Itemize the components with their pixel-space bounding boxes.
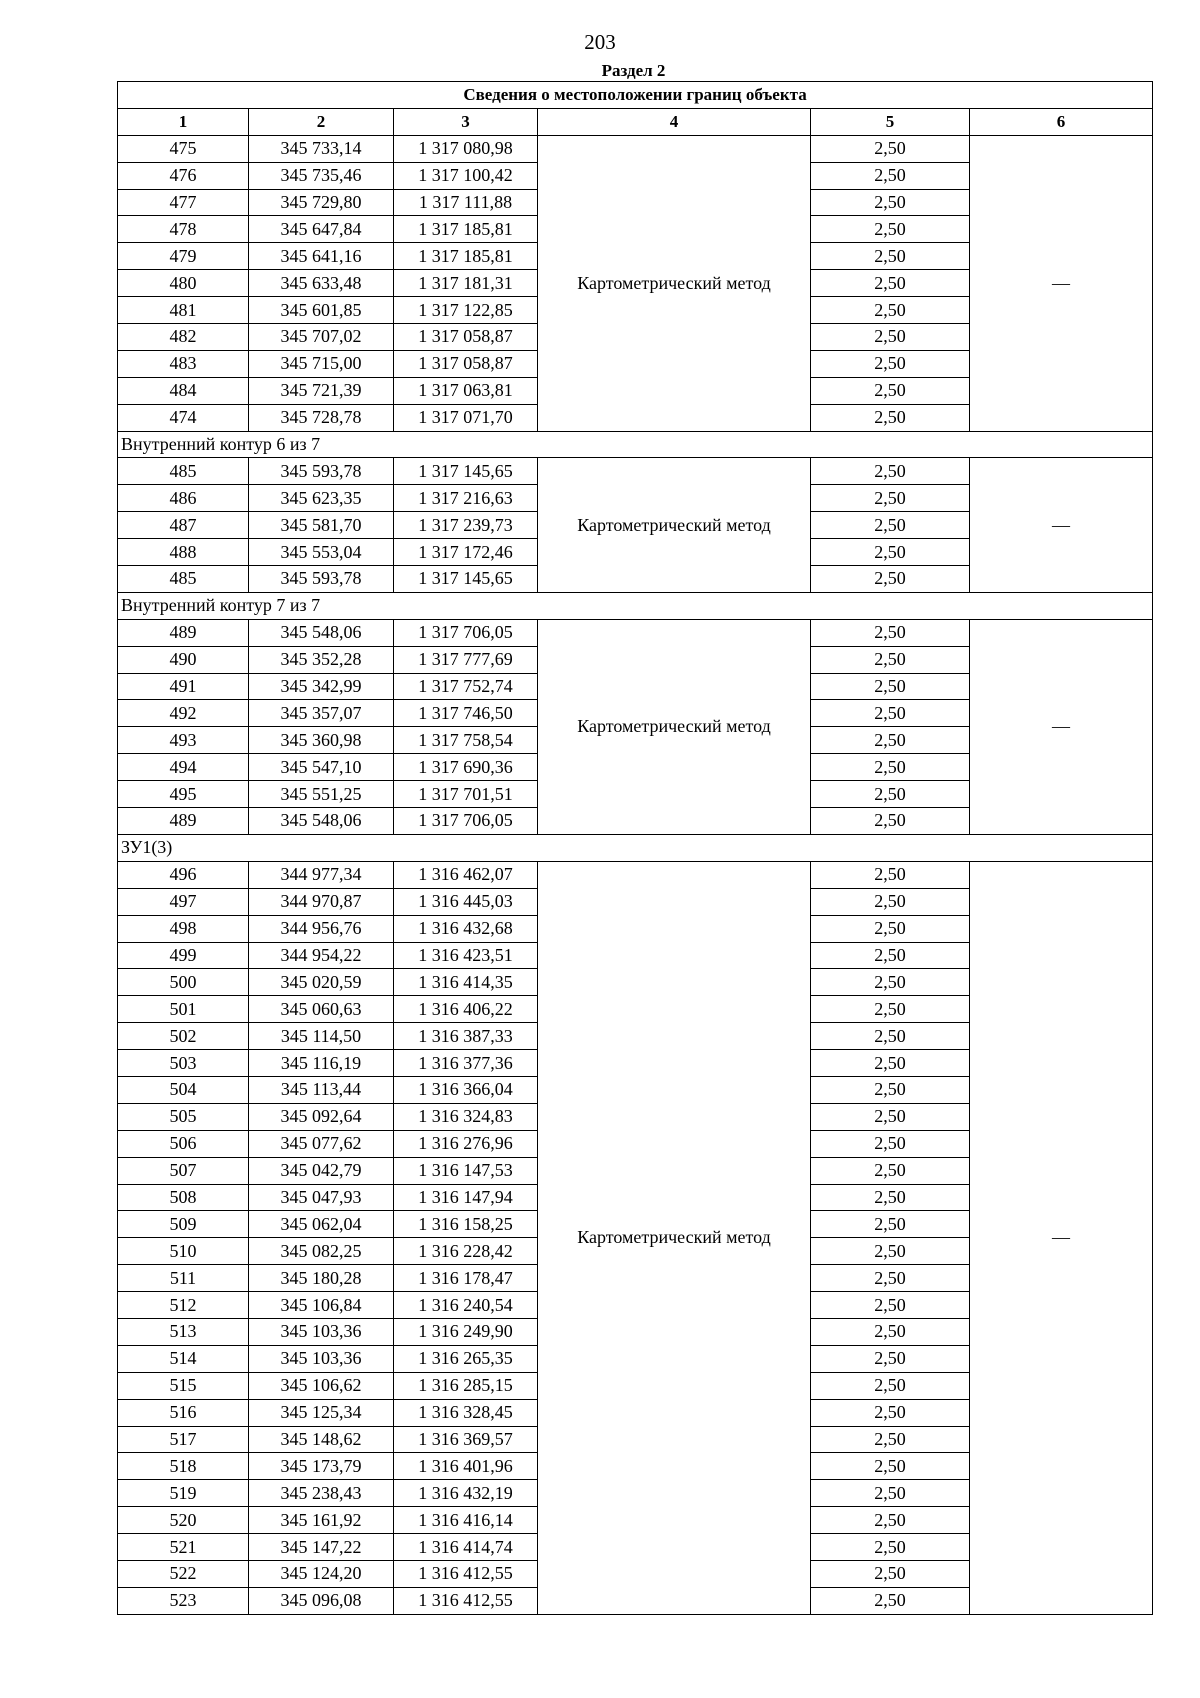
coord-x: 345 060,63 <box>249 996 394 1023</box>
accuracy-value: 2,50 <box>811 1399 970 1426</box>
coord-y: 1 316 324,83 <box>394 1103 538 1130</box>
contour-label: Внутренний контур 7 из 7 <box>118 592 1153 619</box>
accuracy-value: 2,50 <box>811 324 970 351</box>
contour-label-row <box>118 431 1153 458</box>
coord-x: 345 082,25 <box>249 1238 394 1265</box>
accuracy-value: 2,50 <box>811 1587 970 1614</box>
accuracy-value: 2,50 <box>811 888 970 915</box>
point-number: 504 <box>118 1076 249 1103</box>
coord-y: 1 316 445,03 <box>394 888 538 915</box>
coord-y: 1 316 276,96 <box>394 1130 538 1157</box>
point-number: 498 <box>118 915 249 942</box>
coord-y: 1 316 412,55 <box>394 1587 538 1614</box>
point-number: 495 <box>118 781 249 808</box>
point-number: 487 <box>118 512 249 539</box>
accuracy-value: 2,50 <box>811 1507 970 1534</box>
coord-y: 1 316 249,90 <box>394 1318 538 1345</box>
coord-x: 345 553,04 <box>249 539 394 566</box>
point-number: 492 <box>118 700 249 727</box>
coord-y: 1 317 690,36 <box>394 754 538 781</box>
point-number: 502 <box>118 1023 249 1050</box>
accuracy-value: 2,50 <box>811 135 970 162</box>
coord-x: 345 548,06 <box>249 619 394 646</box>
accuracy-value: 2,50 <box>811 1076 970 1103</box>
accuracy-value: 2,50 <box>811 646 970 673</box>
point-number: 483 <box>118 350 249 377</box>
coord-y: 1 316 412,55 <box>394 1560 538 1587</box>
coord-y: 1 316 369,57 <box>394 1426 538 1453</box>
coord-x: 344 977,34 <box>249 861 394 888</box>
coord-x: 345 113,44 <box>249 1076 394 1103</box>
point-number: 503 <box>118 1050 249 1077</box>
point-number: 509 <box>118 1211 249 1238</box>
accuracy-value: 2,50 <box>811 1211 970 1238</box>
coord-y: 1 317 185,81 <box>394 243 538 270</box>
column6-cell: — <box>970 135 1153 431</box>
accuracy-value: 2,50 <box>811 1372 970 1399</box>
coord-x: 345 729,80 <box>249 189 394 216</box>
point-number: 510 <box>118 1238 249 1265</box>
accuracy-value: 2,50 <box>811 458 970 485</box>
point-number: 476 <box>118 162 249 189</box>
accuracy-value: 2,50 <box>811 1130 970 1157</box>
point-number: 521 <box>118 1534 249 1561</box>
coord-x: 345 147,22 <box>249 1534 394 1561</box>
accuracy-value: 2,50 <box>811 1103 970 1130</box>
coord-y: 1 316 416,14 <box>394 1507 538 1534</box>
coord-y: 1 317 111,88 <box>394 189 538 216</box>
accuracy-value: 2,50 <box>811 1480 970 1507</box>
method-cell: Картометрический метод <box>538 861 811 1614</box>
accuracy-value: 2,50 <box>811 189 970 216</box>
coord-x: 345 633,48 <box>249 270 394 297</box>
point-number: 488 <box>118 539 249 566</box>
accuracy-value: 2,50 <box>811 404 970 431</box>
accuracy-value: 2,50 <box>811 1265 970 1292</box>
point-number: 485 <box>118 458 249 485</box>
accuracy-value: 2,50 <box>811 1453 970 1480</box>
coord-x: 345 728,78 <box>249 404 394 431</box>
coord-y: 1 317 777,69 <box>394 646 538 673</box>
section-title: Раздел 2 <box>601 61 666 80</box>
coord-y: 1 316 423,51 <box>394 942 538 969</box>
coord-y: 1 317 752,74 <box>394 673 538 700</box>
point-number: 499 <box>118 942 249 969</box>
table-title-row <box>118 82 1153 109</box>
boundary-coordinates-table <box>117 81 1153 1615</box>
coord-x: 345 077,62 <box>249 1130 394 1157</box>
coord-x: 344 970,87 <box>249 888 394 915</box>
coord-x: 345 062,04 <box>249 1211 394 1238</box>
coord-y: 1 317 058,87 <box>394 350 538 377</box>
coord-y: 1 316 178,47 <box>394 1265 538 1292</box>
contour-label-row <box>118 834 1153 861</box>
coord-x: 345 116,19 <box>249 1050 394 1077</box>
coord-x: 345 125,34 <box>249 1399 394 1426</box>
point-number: 517 <box>118 1426 249 1453</box>
accuracy-value: 2,50 <box>811 566 970 593</box>
accuracy-value: 2,50 <box>811 1560 970 1587</box>
point-number: 522 <box>118 1560 249 1587</box>
column-header: 5 <box>811 108 970 135</box>
coord-x: 345 238,43 <box>249 1480 394 1507</box>
coord-x: 345 547,10 <box>249 754 394 781</box>
coord-x: 345 161,92 <box>249 1507 394 1534</box>
coord-y: 1 317 071,70 <box>394 404 538 431</box>
column6-cell: — <box>970 861 1153 1614</box>
point-number: 474 <box>118 404 249 431</box>
coord-y: 1 317 122,85 <box>394 297 538 324</box>
point-number: 489 <box>118 619 249 646</box>
coord-y: 1 316 406,22 <box>394 996 538 1023</box>
point-number: 512 <box>118 1292 249 1319</box>
accuracy-value: 2,50 <box>811 700 970 727</box>
point-number: 494 <box>118 754 249 781</box>
coord-x: 345 148,62 <box>249 1426 394 1453</box>
point-number: 513 <box>118 1318 249 1345</box>
coord-y: 1 316 377,36 <box>394 1050 538 1077</box>
accuracy-value: 2,50 <box>811 754 970 781</box>
accuracy-value: 2,50 <box>811 1238 970 1265</box>
coord-y: 1 317 706,05 <box>394 808 538 835</box>
accuracy-value: 2,50 <box>811 969 970 996</box>
table-body <box>118 135 1153 1614</box>
column-header: 4 <box>538 108 811 135</box>
coord-y: 1 316 387,33 <box>394 1023 538 1050</box>
contour-label: ЗУ1(3) <box>118 834 1153 861</box>
table-row <box>118 135 1153 162</box>
point-number: 523 <box>118 1587 249 1614</box>
accuracy-value: 2,50 <box>811 512 970 539</box>
point-number: 477 <box>118 189 249 216</box>
coord-x: 345 623,35 <box>249 485 394 512</box>
accuracy-value: 2,50 <box>811 1023 970 1050</box>
coord-x: 345 106,62 <box>249 1372 394 1399</box>
accuracy-value: 2,50 <box>811 485 970 512</box>
point-number: 478 <box>118 216 249 243</box>
coord-y: 1 317 758,54 <box>394 727 538 754</box>
accuracy-value: 2,50 <box>811 673 970 700</box>
point-number: 475 <box>118 135 249 162</box>
coord-y: 1 316 432,68 <box>394 915 538 942</box>
method-cell: Картометрический метод <box>538 135 811 431</box>
point-number: 490 <box>118 646 249 673</box>
accuracy-value: 2,50 <box>811 162 970 189</box>
coord-y: 1 317 185,81 <box>394 216 538 243</box>
coord-y: 1 317 216,63 <box>394 485 538 512</box>
coord-x: 345 360,98 <box>249 727 394 754</box>
point-number: 480 <box>118 270 249 297</box>
column-header: 6 <box>970 108 1153 135</box>
column-header: 2 <box>249 108 394 135</box>
point-number: 519 <box>118 1480 249 1507</box>
coord-x: 345 641,16 <box>249 243 394 270</box>
accuracy-value: 2,50 <box>811 942 970 969</box>
accuracy-value: 2,50 <box>811 297 970 324</box>
point-number: 506 <box>118 1130 249 1157</box>
coord-x: 345 173,79 <box>249 1453 394 1480</box>
coord-x: 345 357,07 <box>249 700 394 727</box>
coord-x: 345 735,46 <box>249 162 394 189</box>
column-header: 1 <box>118 108 249 135</box>
contour-label-row <box>118 592 1153 619</box>
accuracy-value: 2,50 <box>811 996 970 1023</box>
coord-x: 345 042,79 <box>249 1157 394 1184</box>
coord-y: 1 316 158,25 <box>394 1211 538 1238</box>
point-number: 489 <box>118 808 249 835</box>
point-number: 501 <box>118 996 249 1023</box>
accuracy-value: 2,50 <box>811 539 970 566</box>
method-cell: Картометрический метод <box>538 458 811 592</box>
point-number: 481 <box>118 297 249 324</box>
contour-label: Внутренний контур 6 из 7 <box>118 431 1153 458</box>
accuracy-value: 2,50 <box>811 377 970 404</box>
coord-y: 1 316 462,07 <box>394 861 538 888</box>
point-number: 520 <box>118 1507 249 1534</box>
accuracy-value: 2,50 <box>811 861 970 888</box>
coord-y: 1 316 240,54 <box>394 1292 538 1319</box>
point-number: 518 <box>118 1453 249 1480</box>
coord-y: 1 316 147,53 <box>394 1157 538 1184</box>
point-number: 515 <box>118 1372 249 1399</box>
coord-y: 1 316 366,04 <box>394 1076 538 1103</box>
table-row <box>118 619 1153 646</box>
coord-y: 1 316 328,45 <box>394 1399 538 1426</box>
accuracy-value: 2,50 <box>811 915 970 942</box>
point-number: 500 <box>118 969 249 996</box>
coord-y: 1 316 414,74 <box>394 1534 538 1561</box>
point-number: 505 <box>118 1103 249 1130</box>
coord-x: 345 707,02 <box>249 324 394 351</box>
accuracy-value: 2,50 <box>811 216 970 243</box>
column6-cell: — <box>970 619 1153 834</box>
coord-y: 1 317 100,42 <box>394 162 538 189</box>
accuracy-value: 2,50 <box>811 1184 970 1211</box>
coord-y: 1 317 706,05 <box>394 619 538 646</box>
coord-x: 345 593,78 <box>249 458 394 485</box>
coord-y: 1 317 239,73 <box>394 512 538 539</box>
coord-x: 345 593,78 <box>249 566 394 593</box>
coord-x: 345 733,14 <box>249 135 394 162</box>
coord-y: 1 316 432,19 <box>394 1480 538 1507</box>
accuracy-value: 2,50 <box>811 270 970 297</box>
table-title: Сведения о местоположении границ объекта <box>118 82 1153 109</box>
coord-y: 1 316 265,35 <box>394 1345 538 1372</box>
point-number: 497 <box>118 888 249 915</box>
coord-x: 344 954,22 <box>249 942 394 969</box>
point-number: 491 <box>118 673 249 700</box>
point-number: 514 <box>118 1345 249 1372</box>
accuracy-value: 2,50 <box>811 350 970 377</box>
coord-x: 345 721,39 <box>249 377 394 404</box>
coord-x: 345 096,08 <box>249 1587 394 1614</box>
accuracy-value: 2,50 <box>811 781 970 808</box>
coord-y: 1 317 145,65 <box>394 458 538 485</box>
accuracy-value: 2,50 <box>811 1050 970 1077</box>
coord-y: 1 316 401,96 <box>394 1453 538 1480</box>
coord-y: 1 317 145,65 <box>394 566 538 593</box>
coord-y: 1 316 285,15 <box>394 1372 538 1399</box>
table-row <box>118 458 1153 485</box>
coord-x: 345 342,99 <box>249 673 394 700</box>
coord-y: 1 316 414,35 <box>394 969 538 996</box>
point-number: 511 <box>118 1265 249 1292</box>
coord-x: 345 106,84 <box>249 1292 394 1319</box>
accuracy-value: 2,50 <box>811 1426 970 1453</box>
accuracy-value: 2,50 <box>811 1318 970 1345</box>
coord-y: 1 317 181,31 <box>394 270 538 297</box>
coord-x: 345 047,93 <box>249 1184 394 1211</box>
coord-x: 345 124,20 <box>249 1560 394 1587</box>
coord-x: 345 551,25 <box>249 781 394 808</box>
accuracy-value: 2,50 <box>811 1157 970 1184</box>
coord-x: 345 092,64 <box>249 1103 394 1130</box>
point-number: 508 <box>118 1184 249 1211</box>
point-number: 496 <box>118 861 249 888</box>
point-number: 485 <box>118 566 249 593</box>
coord-y: 1 317 063,81 <box>394 377 538 404</box>
coord-x: 345 180,28 <box>249 1265 394 1292</box>
point-number: 493 <box>118 727 249 754</box>
coord-y: 1 317 746,50 <box>394 700 538 727</box>
coord-x: 345 020,59 <box>249 969 394 996</box>
page-number: 203 <box>584 30 616 54</box>
coord-x: 345 548,06 <box>249 808 394 835</box>
coord-x: 345 114,50 <box>249 1023 394 1050</box>
coord-x: 345 103,36 <box>249 1345 394 1372</box>
point-number: 484 <box>118 377 249 404</box>
coord-x: 345 601,85 <box>249 297 394 324</box>
column-header: 3 <box>394 108 538 135</box>
coord-x: 345 581,70 <box>249 512 394 539</box>
coord-x: 344 956,76 <box>249 915 394 942</box>
method-cell: Картометрический метод <box>538 619 811 834</box>
coord-y: 1 317 701,51 <box>394 781 538 808</box>
coord-y: 1 317 058,87 <box>394 324 538 351</box>
point-number: 482 <box>118 324 249 351</box>
column6-cell: — <box>970 458 1153 592</box>
point-number: 479 <box>118 243 249 270</box>
accuracy-value: 2,50 <box>811 727 970 754</box>
accuracy-value: 2,50 <box>811 1345 970 1372</box>
coord-x: 345 103,36 <box>249 1318 394 1345</box>
accuracy-value: 2,50 <box>811 243 970 270</box>
accuracy-value: 2,50 <box>811 1292 970 1319</box>
accuracy-value: 2,50 <box>811 619 970 646</box>
accuracy-value: 2,50 <box>811 1534 970 1561</box>
coord-x: 345 647,84 <box>249 216 394 243</box>
point-number: 516 <box>118 1399 249 1426</box>
column-header-row <box>118 108 1153 135</box>
accuracy-value: 2,50 <box>811 808 970 835</box>
coord-x: 345 352,28 <box>249 646 394 673</box>
coord-y: 1 316 228,42 <box>394 1238 538 1265</box>
point-number: 507 <box>118 1157 249 1184</box>
coord-x: 345 715,00 <box>249 350 394 377</box>
coord-y: 1 317 172,46 <box>394 539 538 566</box>
table-row <box>118 861 1153 888</box>
point-number: 486 <box>118 485 249 512</box>
coord-y: 1 317 080,98 <box>394 135 538 162</box>
coord-y: 1 316 147,94 <box>394 1184 538 1211</box>
